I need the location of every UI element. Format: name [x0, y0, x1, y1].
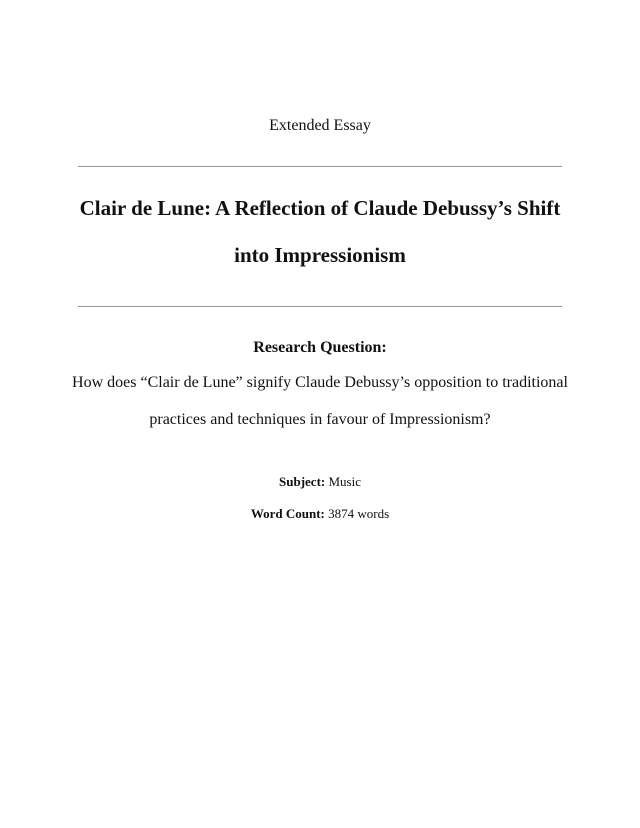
word-count-value: 3874 words — [328, 506, 390, 521]
title-line-2: into Impressionism — [234, 243, 406, 267]
horizontal-rule-top — [78, 166, 562, 167]
horizontal-rule-bottom — [78, 306, 562, 307]
word-count-label: Word Count: — [250, 506, 325, 521]
word-count-line — [0, 506, 640, 522]
document-type: Extended Essay — [269, 117, 371, 134]
title-line-1: Clair de Lune: A Reflection of Claude Debussy’s Shift — [79, 196, 561, 220]
research-question-line-2: practices and techniques in favour of Impressionism? — [149, 411, 491, 428]
research-question-line-1: How does “Clair de Lune” signify Claude Debussy’s opposition to traditional — [72, 374, 568, 391]
subject-value: Music — [328, 474, 361, 489]
research-question-heading: Research Question: — [253, 339, 387, 356]
subject-label: Subject: — [279, 474, 326, 489]
subject-line — [0, 474, 640, 490]
